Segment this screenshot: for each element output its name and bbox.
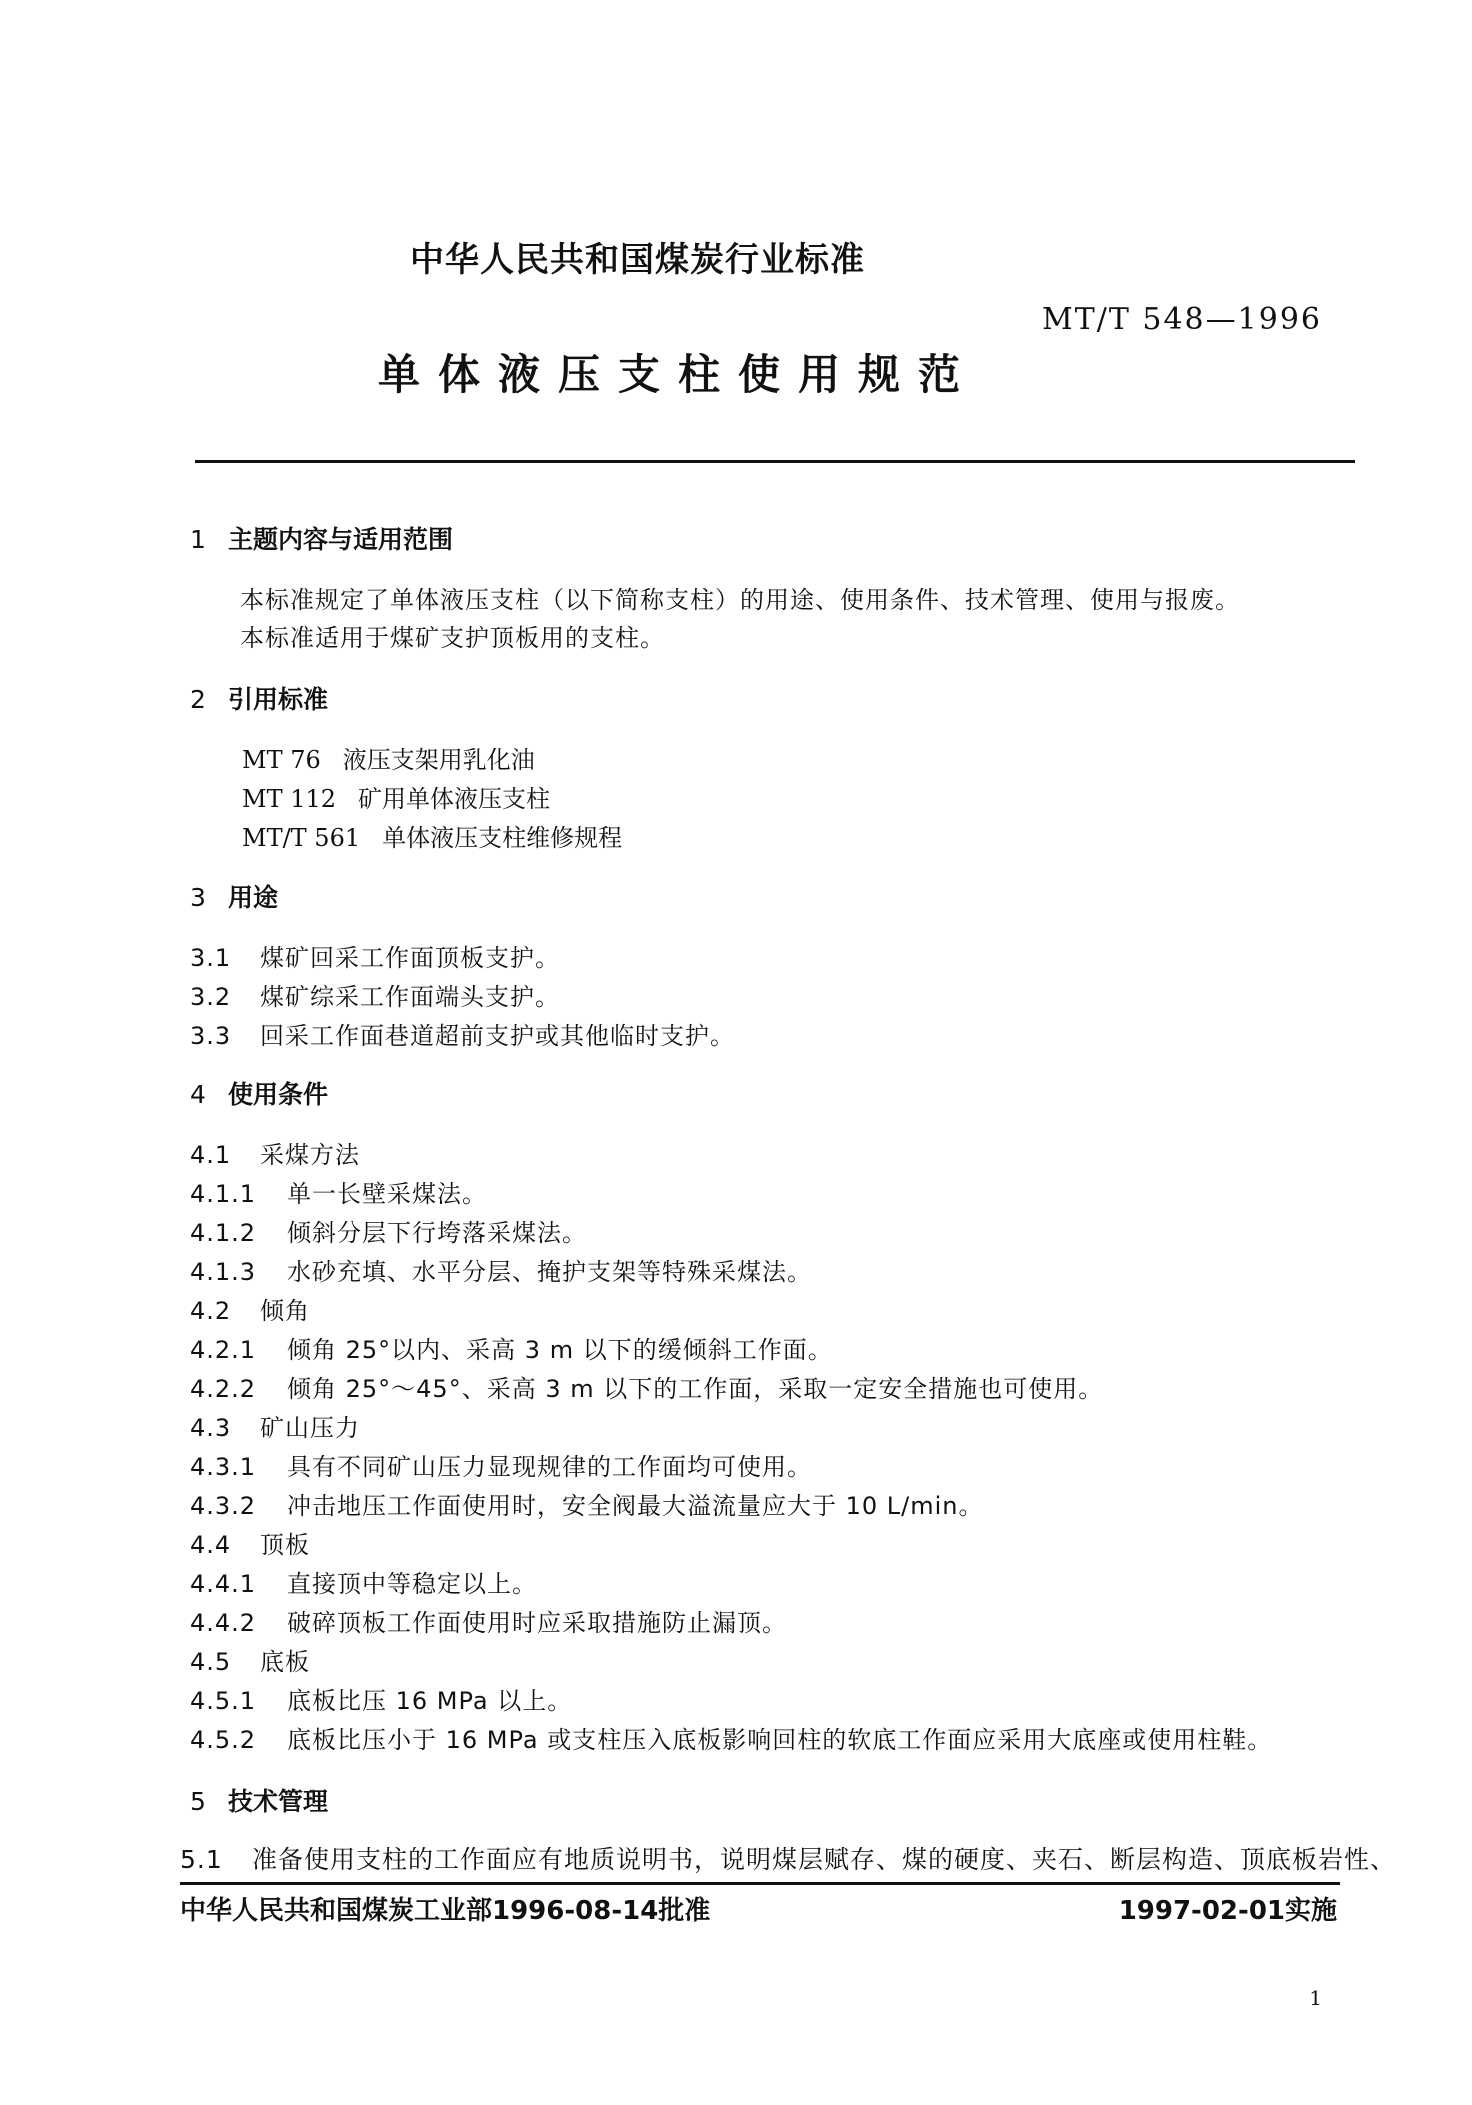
clause-number: 4.1.1: [190, 1180, 257, 1208]
page-number: 1: [1309, 1986, 1322, 2010]
standard-code: MT/T 548—1996: [1042, 302, 1322, 337]
clause: [190, 1369, 1103, 1404]
header-divider: [195, 460, 1355, 463]
clause-text: 采煤方法: [260, 1141, 360, 1169]
clause-text: 倾角 25°～45°、采高 3 m 以下的工作面，采取一定安全措施也可使用。: [287, 1375, 1104, 1403]
section-4-heading: [190, 1075, 328, 1111]
clause-number: 3.1: [190, 944, 232, 972]
reference-item: [242, 779, 550, 814]
clause-number: 4.4.1: [190, 1570, 257, 1598]
issuing-organization: 中华人民共和国煤炭行业标准: [410, 240, 865, 280]
clause: [190, 1564, 537, 1599]
clause: [190, 1291, 310, 1326]
clause-text: 水砂充填、水平分层、掩护支架等特殊采煤法。: [287, 1258, 812, 1286]
clause: [190, 938, 560, 973]
clause-text: 准备使用支柱的工作面应有地质说明书，说明煤层赋存、煤的硬度、夹石、断层构造、顶底板岩性、: [252, 1845, 1397, 1874]
section-title: 技术管理: [228, 1787, 329, 1816]
section-title: 引用标准: [228, 685, 329, 714]
clause: [190, 1135, 360, 1170]
reference-code: MT/T 561: [242, 824, 361, 852]
clause-number: 4.1: [190, 1141, 232, 1169]
clause-number: 4.5.1: [190, 1687, 257, 1715]
clause-number: 4.3: [190, 1414, 232, 1442]
clause-number: 4.2.2: [190, 1375, 257, 1403]
clause-number: 5.1: [180, 1845, 223, 1874]
clause-number: 4.3.2: [190, 1492, 257, 1520]
section-title: 用途: [228, 883, 279, 912]
reference-code: MT 76: [242, 746, 321, 774]
clause-text: 倾角 25°以内、采高 3 m 以下的缓倾斜工作面。: [287, 1336, 833, 1364]
section-number: 5: [190, 1787, 206, 1816]
clause-number: 4.4: [190, 1531, 232, 1559]
section-3-heading: [190, 878, 278, 914]
clause-text: 破碎顶板工作面使用时应采取措施防止漏顶。: [287, 1609, 787, 1637]
clause-text: 冲击地压工作面使用时，安全阀最大溢流量应大于 10 L/min。: [287, 1492, 984, 1520]
clause: [190, 1252, 812, 1287]
clause-text: 倾角: [260, 1297, 310, 1325]
section-1-paragraph-1: 本标准规定了单体液压支柱（以下简称支柱）的用途、使用条件、技术管理、使用与报废。: [240, 586, 1240, 614]
clause-number: 4.5: [190, 1648, 232, 1676]
clause-number: 4.5.2: [190, 1726, 257, 1754]
clause: [190, 1016, 735, 1051]
approval-statement: 中华人民共和国煤炭工业部1996-08-14批准: [180, 1896, 711, 1926]
section-title: 使用条件: [228, 1080, 329, 1109]
clause-text: 单一长壁采煤法。: [287, 1180, 487, 1208]
clause-text: 矿山压力: [260, 1414, 360, 1442]
section-title: 主题内容与适用范围: [228, 525, 454, 554]
clause-number: 4.1.2: [190, 1219, 257, 1247]
clause-text: 底板比压 16 MPa 以上。: [287, 1687, 573, 1715]
clause: [190, 977, 560, 1012]
clause-number: 3.3: [190, 1022, 232, 1050]
clause: [180, 1840, 1396, 1876]
clause-number: 4.3.1: [190, 1453, 257, 1481]
clause-text: 直接顶中等稳定以上。: [287, 1570, 537, 1598]
clause-number: 4.2: [190, 1297, 232, 1325]
reference-code: MT 112: [242, 785, 337, 813]
clause: [190, 1213, 587, 1248]
clause-text: 底板: [260, 1648, 310, 1676]
reference-name: 矿用单体液压支柱: [358, 785, 551, 813]
reference-item: [242, 818, 622, 853]
clause-text: 倾斜分层下行垮落采煤法。: [287, 1219, 587, 1247]
section-number: 3: [190, 883, 206, 912]
clause-text: 回采工作面巷道超前支护或其他临时支护。: [260, 1022, 735, 1050]
clause-text: 煤矿回采工作面顶板支护。: [260, 944, 560, 972]
clause-text: 煤矿综采工作面端头支护。: [260, 983, 560, 1011]
reference-name: 单体液压支柱维修规程: [382, 824, 623, 852]
section-2-heading: [190, 680, 328, 716]
clause-text: 具有不同矿山压力显现规律的工作面均可使用。: [287, 1453, 812, 1481]
section-1-paragraph-2: 本标准适用于煤矿支护顶板用的支柱。: [240, 624, 665, 652]
clause: [190, 1525, 310, 1560]
footer-divider: [180, 1882, 1340, 1885]
section-number: 2: [190, 685, 206, 714]
section-5-heading: [190, 1782, 328, 1818]
clause-number: 3.2: [190, 983, 232, 1011]
clause-text: 顶板: [260, 1531, 310, 1559]
clause-number: 4.2.1: [190, 1336, 257, 1364]
reference-item: [242, 740, 535, 775]
implementation-date: 1997-02-01实施: [1118, 1896, 1337, 1926]
section-1-heading: [190, 520, 453, 556]
clause-number: 4.1.3: [190, 1258, 257, 1286]
clause: [190, 1408, 360, 1443]
clause: [190, 1447, 812, 1482]
clause: [190, 1486, 984, 1521]
clause-number: 4.4.2: [190, 1609, 257, 1637]
clause: [190, 1720, 1272, 1755]
reference-name: 液压支架用乳化油: [342, 746, 535, 774]
section-number: 1: [190, 525, 206, 554]
clause-text: 底板比压小于 16 MPa 或支柱压入底板影响回柱的软底工作面应采用大底座或使用柱鞋。: [287, 1726, 1273, 1754]
section-number: 4: [190, 1080, 206, 1109]
document-title: 单体液压支柱使用规范: [378, 350, 979, 399]
clause: [190, 1330, 833, 1365]
clause: [190, 1642, 310, 1677]
clause: [190, 1603, 787, 1638]
clause: [190, 1681, 572, 1716]
clause: [190, 1174, 487, 1209]
